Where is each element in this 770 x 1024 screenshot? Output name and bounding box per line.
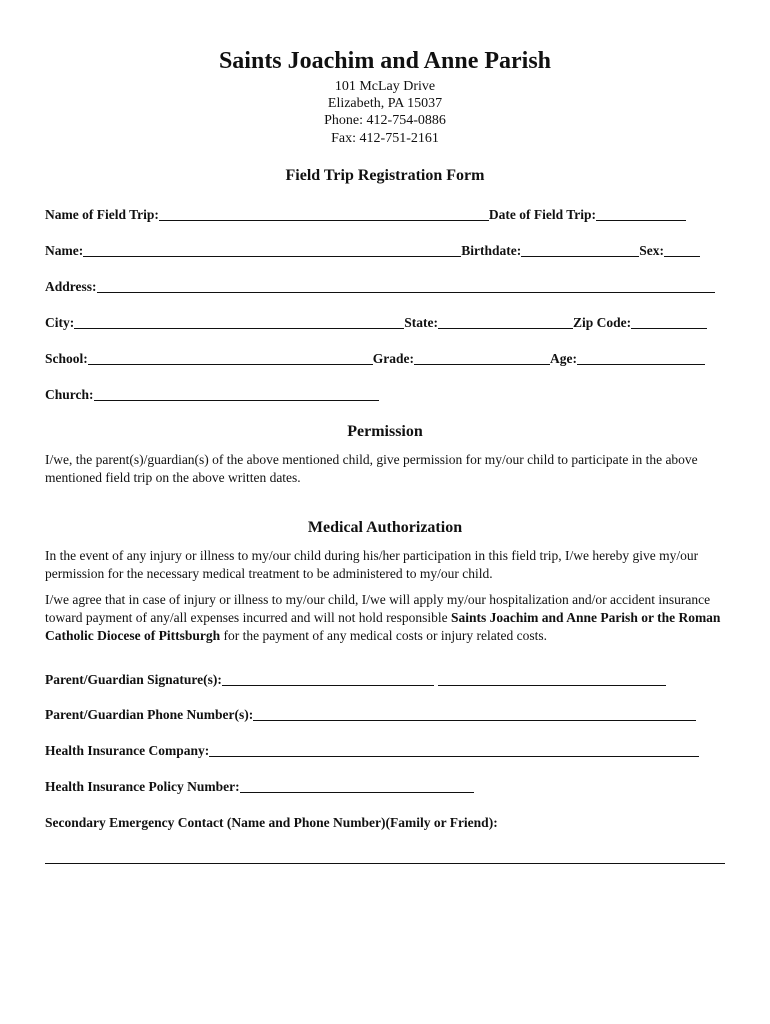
- policy-number-field[interactable]: [240, 780, 474, 793]
- guardian-phone-row: [45, 707, 696, 723]
- school-field[interactable]: [88, 352, 373, 365]
- insurance-company-label: Health Insurance Company:: [45, 743, 210, 758]
- medical-para-2: [45, 591, 730, 645]
- medical-para-2-start: I/we agree that in case of injury or illness to my/our child, I/we will apply my/our hospitalization and/or accident insurance toward payment of any/all expenses incurred and will not hold responsible: [45, 592, 711, 625]
- guardian-phone-label: Parent/Guardian Phone Number(s):: [45, 707, 254, 722]
- emergency-contact-label: Secondary Emergency Contact (Name and Phone Number)(Family or Friend):: [45, 815, 498, 830]
- emergency-contact-row: [45, 815, 498, 831]
- street-address: 101 McLay Drive: [334, 79, 436, 94]
- age-label: Age:: [550, 351, 578, 366]
- field-trip-name-field[interactable]: [159, 208, 489, 221]
- address-field[interactable]: [97, 280, 715, 293]
- field-trip-row: [45, 207, 686, 223]
- state-label: State:: [404, 315, 438, 330]
- signature-row: [45, 672, 666, 688]
- form-title: Field Trip Registration Form: [285, 167, 485, 184]
- permission-heading: Permission: [347, 423, 423, 440]
- age-field[interactable]: [577, 352, 705, 365]
- medical-para-2-end: for the payment of any medical costs or injury related costs.: [220, 628, 548, 643]
- city-label: City:: [45, 315, 75, 330]
- sex-field[interactable]: [664, 244, 700, 257]
- school-label: School:: [45, 351, 88, 366]
- address-label: Address:: [45, 279, 97, 294]
- city-row: [45, 315, 707, 331]
- field-trip-name-label: Name of Field Trip:: [45, 207, 159, 222]
- medical-heading: Medical Authorization: [307, 519, 463, 536]
- signature-label: Parent/Guardian Signature(s):: [45, 672, 222, 687]
- city-field[interactable]: [74, 316, 404, 329]
- birthdate-field[interactable]: [521, 244, 639, 257]
- field-trip-date-label: Date of Field Trip:: [488, 207, 596, 222]
- church-label: Church:: [45, 387, 94, 402]
- emergency-contact-field[interactable]: [45, 863, 725, 864]
- name-field[interactable]: [83, 244, 461, 257]
- field-trip-date-field[interactable]: [596, 208, 686, 221]
- name-label: Name:: [45, 243, 84, 258]
- city-state-zip: Elizabeth, PA 15037: [327, 96, 443, 111]
- zip-field[interactable]: [631, 316, 707, 329]
- grade-label: Grade:: [372, 351, 415, 366]
- zip-label: Zip Code:: [573, 315, 632, 330]
- fax-number: Fax: 412-751-2161: [331, 131, 439, 146]
- state-field[interactable]: [438, 316, 573, 329]
- address-row: [45, 279, 715, 295]
- permission-text: I/we, the parent(s)/guardian(s) of the above mentioned child, give permission for my/our child to participate in the above mentioned field trip on the above written dates.: [45, 452, 698, 485]
- policy-number-row: [45, 779, 474, 795]
- name-row: [45, 243, 700, 259]
- signature-field-2[interactable]: [438, 673, 666, 686]
- sex-label: Sex:: [639, 243, 664, 258]
- church-row: [45, 387, 379, 403]
- insurance-company-field[interactable]: [209, 744, 699, 757]
- policy-number-label: Health Insurance Policy Number:: [45, 779, 240, 794]
- medical-para-1: In the event of any injury or illness to my/our child during his/her participation in this field trip, I/we hereby give my/our permission for the necessary medical treatment to be administered to my/our child.: [45, 548, 699, 581]
- church-field[interactable]: [94, 388, 379, 401]
- medical-para-2-bold: Saints Joachim and Anne Parish or the Roman Catholic Diocese of Pittsburgh: [45, 610, 721, 643]
- grade-field[interactable]: [414, 352, 550, 365]
- parish-name: Saints Joachim and Anne Parish: [218, 48, 552, 74]
- phone-number: Phone: 412-754-0886: [324, 113, 446, 128]
- insurance-company-row: [45, 743, 699, 759]
- guardian-phone-field[interactable]: [253, 708, 696, 721]
- birthdate-label: Birthdate:: [461, 243, 522, 258]
- school-row: [45, 351, 705, 367]
- signature-field-1[interactable]: [222, 673, 434, 686]
